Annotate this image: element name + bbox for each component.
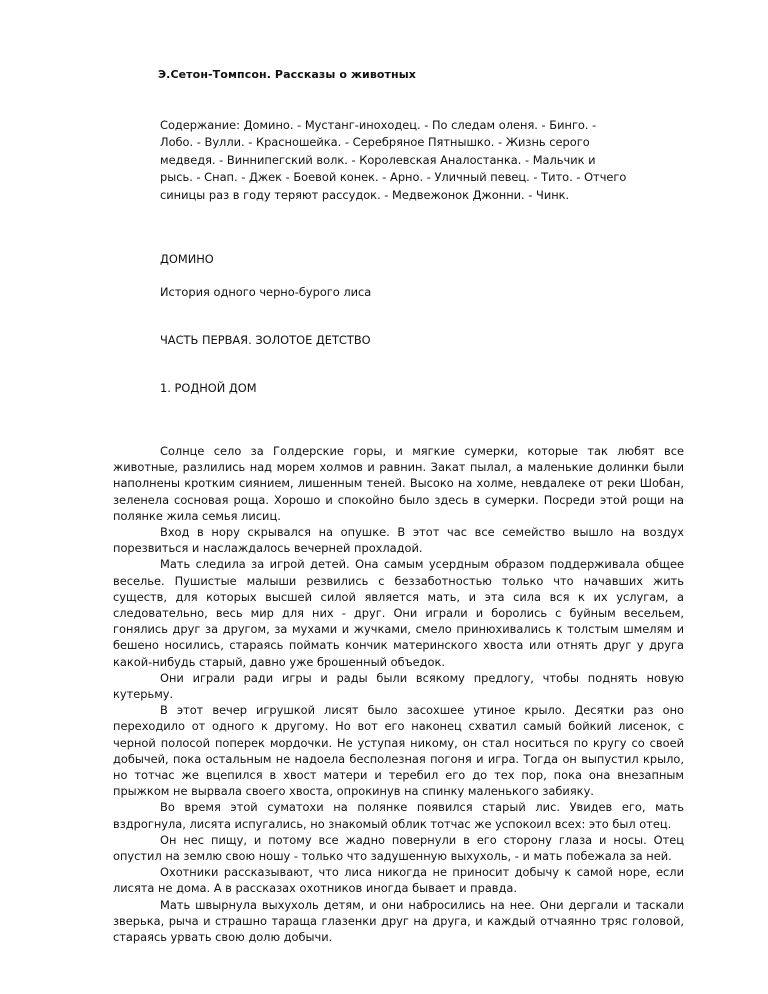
part-heading: ЧАСТЬ ПЕРВАЯ. ЗОЛОТОЕ ДЕТСТВО [160, 333, 371, 347]
paragraph: В этот вечер игрушкой лисят было засохшее утиное крыло. Десятки раз оно переходило от одного к другому. Но вот его наконец схватил самый бойкий лисенок, с черной полосой поперек мордочки. Не уступая никому, он стал носиться по кругу со своей добычей, пока остальным не надоела бесполезная погоня и игра. Тогда он выпустил крыло, но тотчас же вцепился в хвост матери и теребил его до тех пор, пока она внезапным прыжком не вырвала своего хвоста, опрокинув на спинку маленького забияку. [113, 703, 684, 799]
paragraph: Мать следила за игрой детей. Она самым усердным образом поддерживала общее веселье. Пушистые малыши резвились с беззаботностью только что начавших жить существ, для которых высшей силой является мать, и эта сила вся к их услугам, а следовательно, весь мир для них - друг. Они играли и боролись с буйным весельем, гонялись друг за другом, за мухами и жучками, смело принюхивались к толстым шмелям и бешено носились, стараясь поймать кончик материнского хвоста или отнять друг у друга какой-нибудь старый, давно уже брошенный объедок. [113, 557, 684, 669]
paragraph: Охотники рассказывают, что лиса никогда не приносит добычу к самой норе, если лисята не дома. А в рассказах охотников иногда бывает и правда. [113, 865, 684, 896]
story-body [113, 443, 684, 945]
paragraph: Они играли ради игры и рады были всякому предлогу, чтобы поднять новую кутерьму. [113, 670, 684, 702]
document-header: Э.Сетон-Томпсон. Рассказы о животных [158, 68, 416, 81]
paragraph: Вход в нору скрывался на опушке. В этот час все семейство вышло на воздух порезвиться и наслаждалось вечерней прохладой. [113, 525, 684, 556]
table-of-contents: Содержание: Домино. - Мустанг-иноходец. - По следам оленя. - Бинго. - Лобо. - Вулли. - Красношейка. - Серебряное Пятнышко. - Жизнь серого медведя. - Виннипегский волк. - Королевская Аналостанка. - Мальчик и рысь. - Снап. - Джек - Боевой конек. - Арно. - Уличный певец. - Тито. - Отчего синицы раз в году теряют рассудок. - Медвежонок Джонни. - Чинк. [160, 118, 627, 202]
story-subtitle: История одного черно-бурого лиса [160, 285, 372, 299]
story-title: ДОМИНО [160, 252, 214, 266]
paragraph: Он нес пищу, и потому все жадно повернули в его сторону глаза и носы. Отец опустил на землю свою ношу - только что задушенную выхухоль, - и мать побежала за ней. [113, 832, 684, 864]
chapter-heading: 1. РОДНОЙ ДОМ [160, 381, 257, 395]
paragraph: Солнце село за Голдерские горы, и мягкие сумерки, которые так любят все животные, разлились над морем холмов и равнин. Закат пылал, а маленькие долинки были наполнены кротким сиянием, лишенным теней. Высоко на холме, невдалеке от реки Шобан, зеленела сосновая роща. Хорошо и спокойно было здесь в сумерки. Посреди этой рощи на полянке жила семья лисиц. [113, 444, 684, 523]
paragraph: Мать швырнула выхухоль детям, и они набросились на нее. Они дергали и таскали зверька, рыча и страшно тараща глазенки друг на друга, и каждый отчаянно тряс головой, стараясь урвать свою долю добычи. [113, 897, 684, 945]
paragraph: Во время этой суматохи на полянке появился старый лис. Увидев его, мать вздрогнула, лисята испугались, но знакомый облик тотчас же успокоил всех: это был отец. [113, 800, 684, 831]
